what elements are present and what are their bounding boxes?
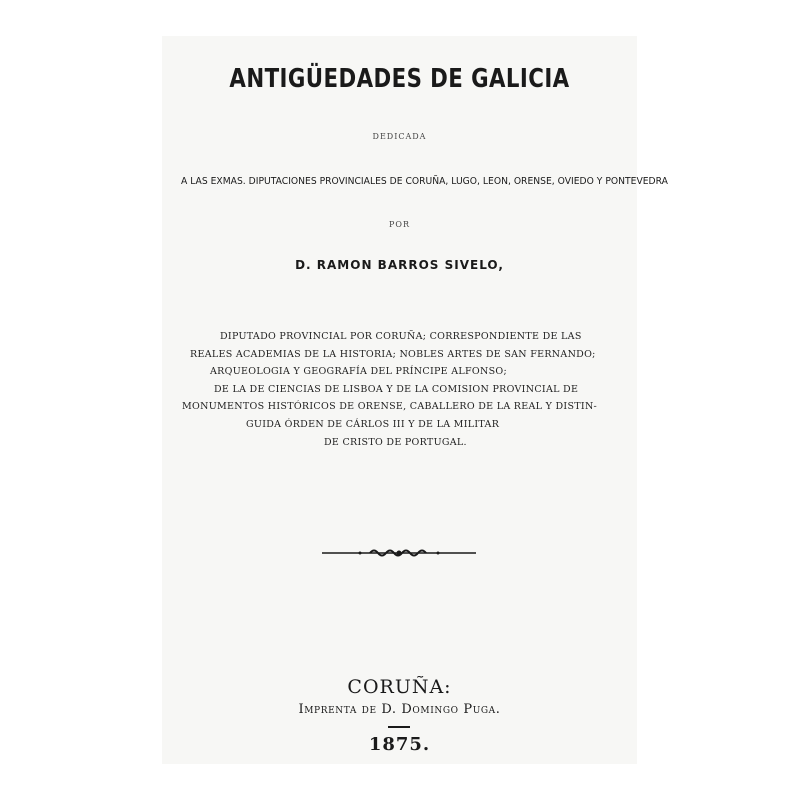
credential-line: MONUMENTOS HISTÓRICOS DE ORENSE, CABALLERO DE LA REAL Y DISTIN- [182,401,598,413]
author-name: D. RAMON BARROS SIVELO, [295,258,504,272]
book-title: ANTIGÜEDADES DE GALICIA [229,64,570,94]
separator-dash [388,726,410,728]
credential-line: DE LA DE CIENCIAS DE LISBOA Y DE LA COMISION PROVINCIAL DE [214,383,579,395]
credential-line: ARQUEOLOGIA Y GEOGRAFÍA DEL PRÍNCIPE ALFONSO; [210,366,507,378]
imprint-year: 1875. [368,734,431,755]
credential-line: REALES ACADEMIAS DE LA HISTORIA; NOBLES ARTES DE SAN FERNANDO; [190,348,596,360]
credential-line: GUIDA ÓRDEN DE CÁRLOS III Y DE LA MILITAR [246,418,500,430]
by-line: POR [389,220,410,229]
imprint-city: CORUÑA: [347,676,452,698]
title-page [162,36,668,764]
dedication-text: A LAS EXMAS. DIPUTACIONES PROVINCIALES DE CORUÑA, LUGO, LEON, ORENSE, OVIEDO Y PONTEVEDRA [181,176,668,187]
credential-line: DIPUTADO PROVINCIAL POR CORUÑA; CORRESPONDIENTE DE LAS [220,331,582,342]
author-credentials [182,328,632,451]
imprint-printer: Imprenta de D. Domingo Puga. [298,702,501,717]
dedication-heading: DEDICADA [372,132,427,141]
ornamental-rule-icon [320,546,478,560]
credential-line: DE CRISTO DE PORTUGAL. [324,436,467,448]
